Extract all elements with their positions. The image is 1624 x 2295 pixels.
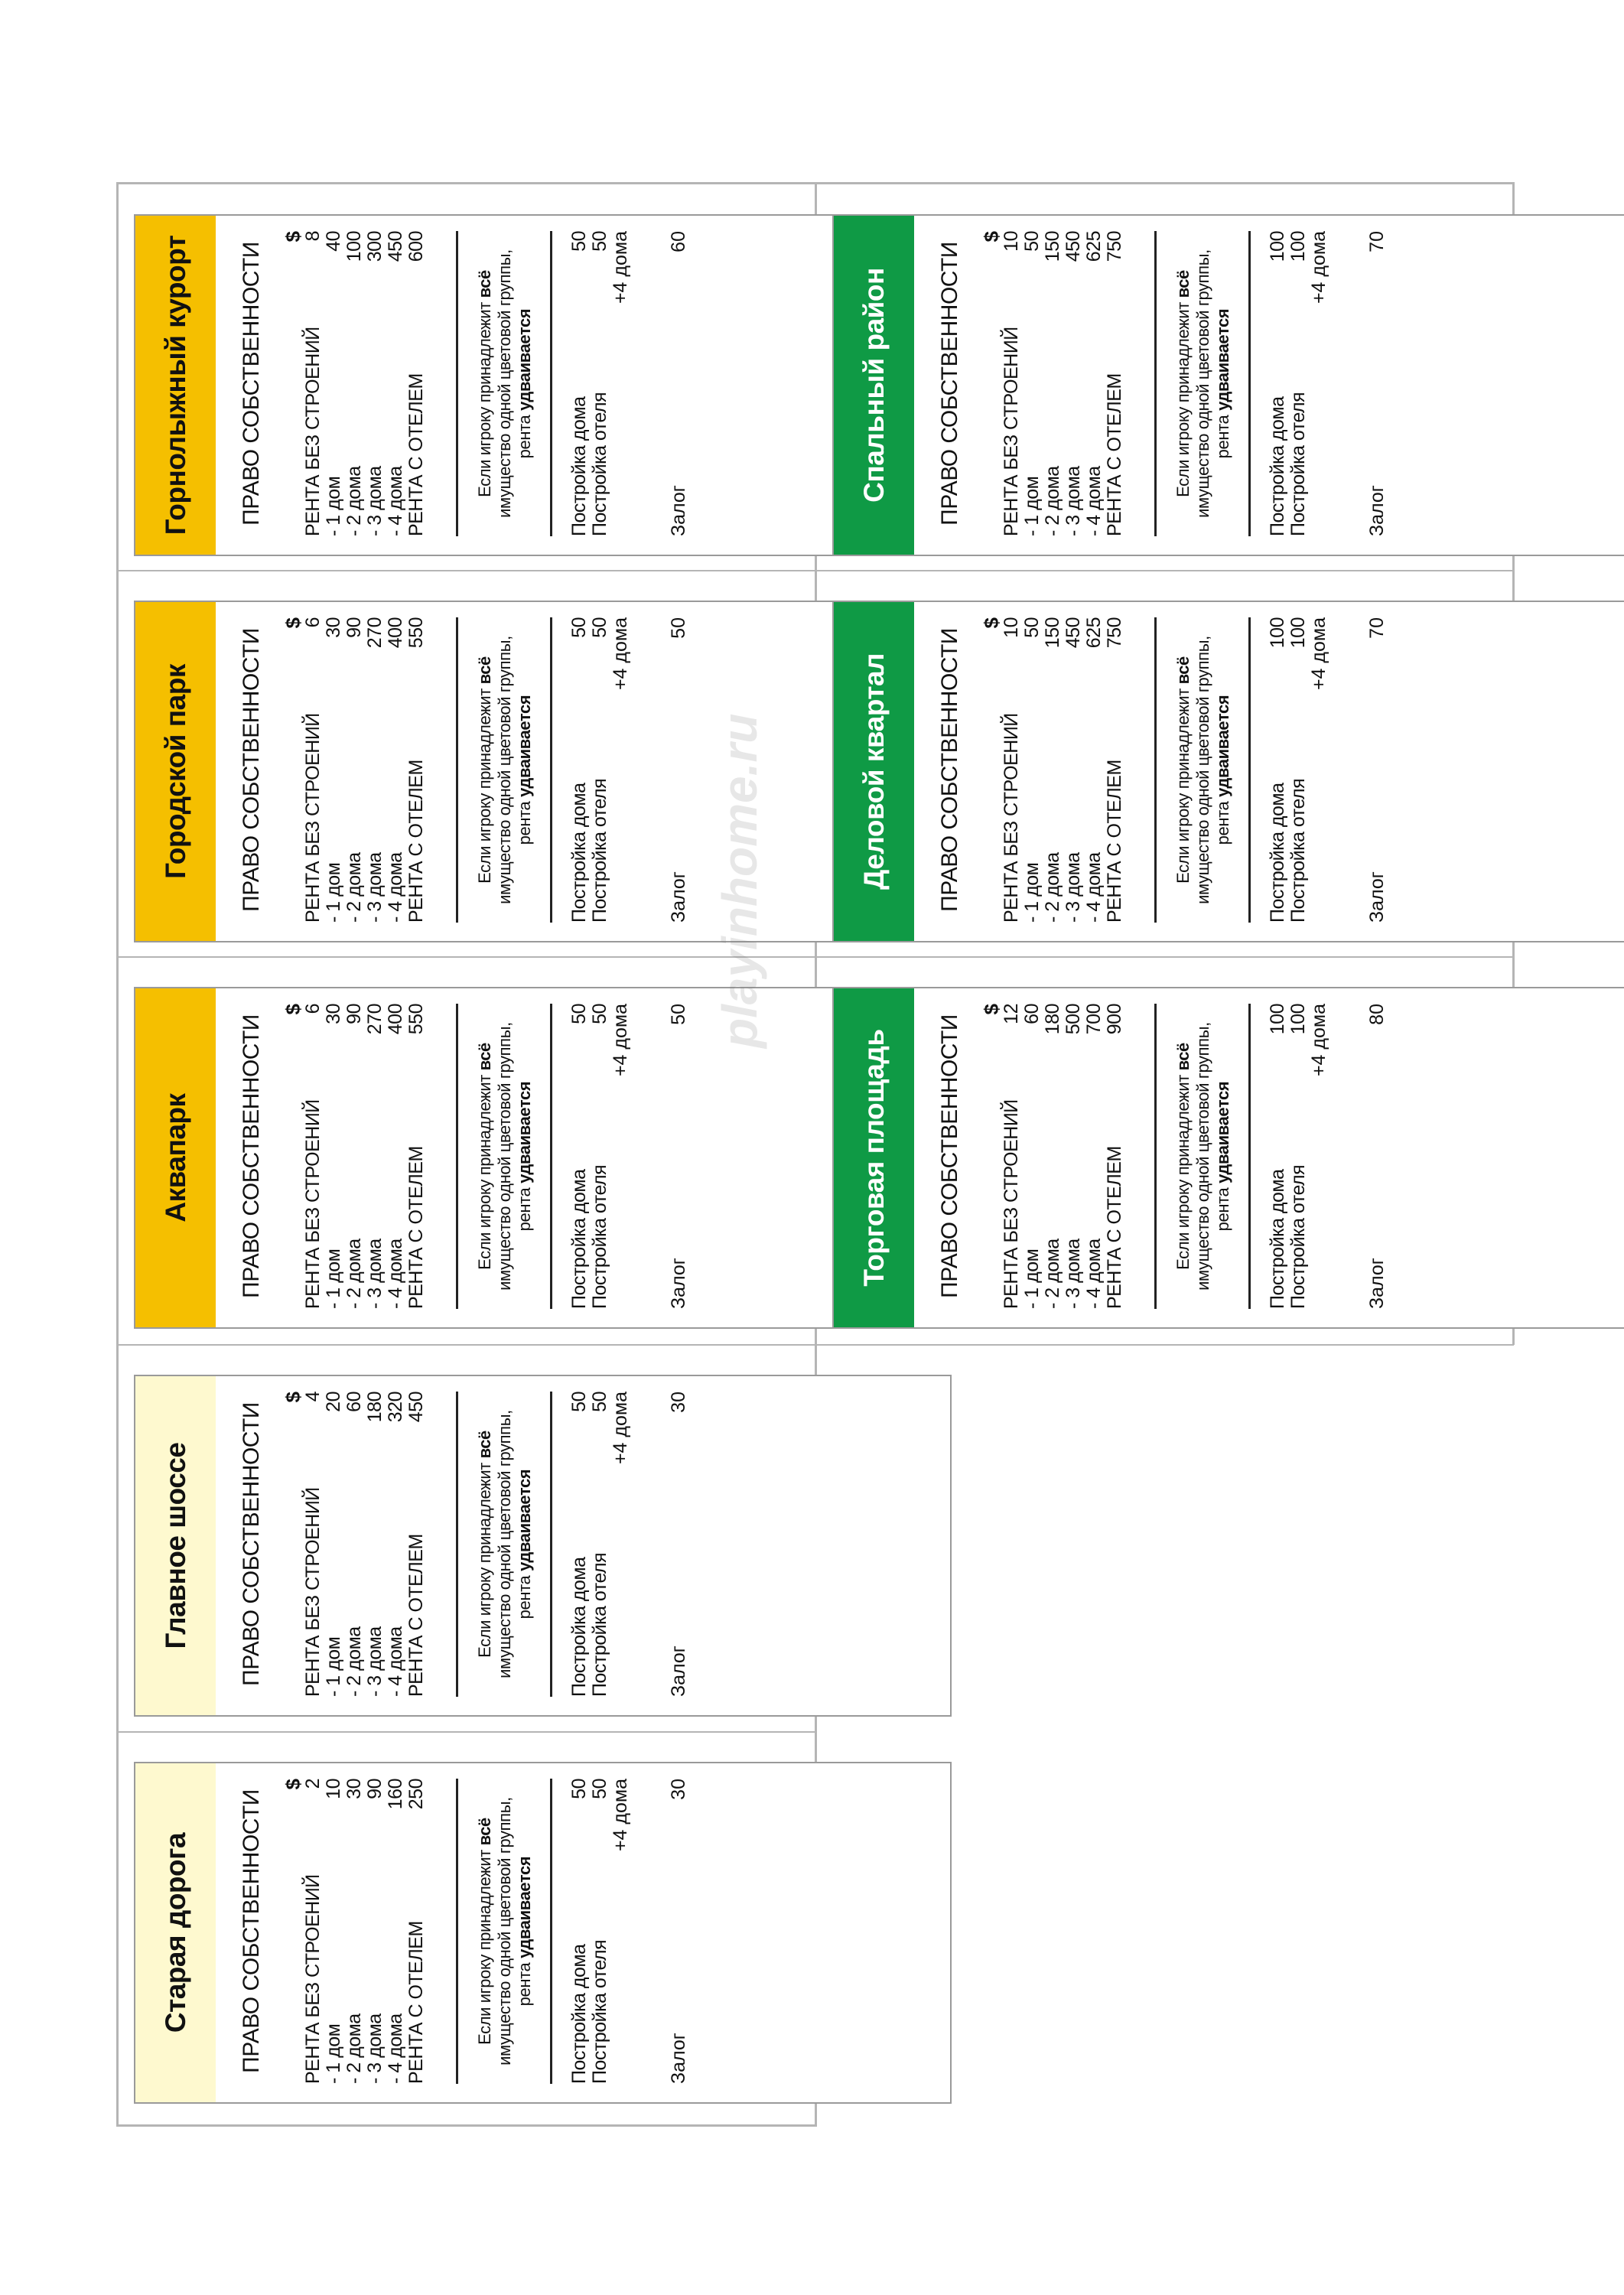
card-title: Городской парк	[159, 664, 191, 879]
build-house-row: Постройка дома 50	[568, 1779, 590, 2084]
rent-row: - 1 дом 30	[323, 617, 344, 923]
build-house-row: Постройка дома 100	[1267, 1004, 1288, 1309]
divider	[1154, 1004, 1157, 1309]
build-house-row: Постройка дома 50	[568, 1004, 590, 1309]
currency-symbol: $	[980, 617, 1003, 629]
rent-row: - 2 дома 150	[1042, 231, 1063, 536]
card-title: Спальный район	[858, 268, 890, 503]
deed-title: ПРАВО СОБСТВЕННОСТИ	[239, 1014, 264, 1298]
monopoly-note: Если игроку принадлежит всё имущество одной цветовой группы, рента удваивается	[475, 1022, 534, 1291]
rent-row: РЕНТА БЕЗ СТРОЕНИЙ 8	[302, 231, 324, 536]
cut-line	[116, 570, 1514, 571]
property-card	[832, 214, 1624, 556]
deed-title: ПРАВО СОБСТВЕННОСТИ	[239, 628, 264, 912]
divider	[456, 1779, 458, 2084]
rent-row: РЕНТА С ОТЕЛЕМ 900	[1104, 1004, 1125, 1309]
hotel-extra: +4 дома	[610, 1779, 631, 1852]
currency-symbol: $	[282, 1392, 304, 1403]
build-house-row: Постройка дома 50	[568, 231, 590, 536]
mortgage-row: Залог 80	[1366, 1004, 1388, 1309]
divider	[456, 1392, 458, 1697]
monopoly-note: Если игроку принадлежит всё имущество одной цветовой группы, рента удваивается	[1173, 636, 1232, 904]
deed-title: ПРАВО СОБСТВЕННОСТИ	[239, 1789, 264, 2073]
hotel-extra: +4 дома	[610, 1392, 631, 1465]
cut-line	[116, 2124, 817, 2127]
currency-symbol: $	[282, 617, 304, 629]
deed-title: ПРАВО СОБСТВЕННОСТИ	[937, 628, 962, 912]
cut-line	[116, 182, 119, 2125]
rent-row: - 3 дома 300	[364, 231, 386, 536]
rent-row: РЕНТА БЕЗ СТРОЕНИЙ 6	[302, 1004, 324, 1309]
rent-row: - 4 дома 160	[385, 1779, 406, 2084]
divider	[1154, 231, 1157, 536]
build-hotel-row: Постройка отеля 100	[1287, 1004, 1309, 1309]
build-hotel-row: Постройка отеля 50	[589, 1779, 610, 2084]
divider	[1154, 617, 1157, 923]
build-hotel-row: Постройка отеля 100	[1287, 231, 1309, 536]
card-title-band	[135, 602, 216, 941]
build-hotel-row: Постройка отеля 50	[589, 1392, 610, 1697]
rent-row: - 3 дома 450	[1063, 231, 1084, 536]
divider	[550, 1392, 552, 1697]
deed-title: ПРАВО СОБСТВЕННОСТИ	[937, 1014, 962, 1298]
build-hotel-row: Постройка отеля 50	[589, 1004, 610, 1309]
currency-symbol: $	[282, 231, 304, 243]
card-title: Старая дорога	[159, 1832, 191, 2033]
rent-row: РЕНТА С ОТЕЛЕМ 600	[405, 231, 427, 536]
build-house-row: Постройка дома 50	[568, 1392, 590, 1697]
rent-row: РЕНТА БЕЗ СТРОЕНИЙ 10	[1001, 617, 1022, 923]
monopoly-note: Если игроку принадлежит всё имущество одной цветовой группы, рента удваивается	[475, 249, 534, 518]
rent-row: РЕНТА БЕЗ СТРОЕНИЙ 10	[1001, 231, 1022, 536]
property-card	[134, 1762, 952, 2104]
divider	[550, 1779, 552, 2084]
build-hotel-row: Постройка отеля 100	[1287, 617, 1309, 923]
rent-row: РЕНТА БЕЗ СТРОЕНИЙ 4	[302, 1392, 324, 1697]
cut-line	[116, 1344, 1514, 1346]
build-hotel-row: Постройка отеля 50	[589, 617, 610, 923]
rent-row: - 3 дома 270	[364, 617, 386, 923]
divider	[1248, 1004, 1251, 1309]
rent-row: РЕНТА БЕЗ СТРОЕНИЙ 12	[1001, 1004, 1022, 1309]
rent-row: - 3 дома 270	[364, 1004, 386, 1309]
hotel-extra: +4 дома	[1308, 617, 1329, 691]
rent-row: РЕНТА БЕЗ СТРОЕНИЙ 6	[302, 617, 324, 923]
mortgage-row: Залог 50	[668, 617, 689, 923]
hotel-extra: +4 дома	[1308, 231, 1329, 304]
rent-row: - 4 дома 400	[385, 617, 406, 923]
mortgage-row: Залог 70	[1366, 231, 1388, 536]
property-card	[832, 987, 1624, 1329]
monopoly-note: Если игроку принадлежит всё имущество одной цветовой группы, рента удваивается	[475, 1410, 534, 1678]
rent-row: - 3 дома 450	[1063, 617, 1084, 923]
rent-row: - 4 дома 400	[385, 1004, 406, 1309]
divider	[1248, 231, 1251, 536]
rent-row: - 2 дома 100	[343, 231, 365, 536]
rent-row: РЕНТА БЕЗ СТРОЕНИЙ 2	[302, 1779, 324, 2084]
rent-row: РЕНТА С ОТЕЛЕМ 550	[405, 1004, 427, 1309]
rent-row: РЕНТА С ОТЕЛЕМ 750	[1104, 617, 1125, 923]
mortgage-row: Залог 70	[1366, 617, 1388, 923]
card-title-band	[834, 216, 914, 555]
rent-row: - 3 дома 180	[364, 1392, 386, 1697]
card-title: Главное шоссе	[159, 1442, 191, 1649]
divider	[1248, 617, 1251, 923]
mortgage-row: Залог 30	[668, 1779, 689, 2084]
watermark: playinhome.ru	[712, 713, 767, 1048]
rent-row: - 4 дома 625	[1083, 231, 1105, 536]
rent-row: - 4 дома 450	[385, 231, 406, 536]
monopoly-note: Если игроку принадлежит всё имущество одной цветовой группы, рента удваивается	[475, 636, 534, 904]
rent-row: - 2 дома 90	[343, 1004, 365, 1309]
rent-row: - 1 дом 50	[1021, 231, 1043, 536]
rent-row: - 1 дом 60	[1021, 1004, 1043, 1309]
cut-line	[116, 956, 1514, 958]
rent-row: - 1 дом 40	[323, 231, 344, 536]
build-hotel-row: Постройка отеля 50	[589, 231, 610, 536]
rent-row: - 2 дома 180	[1042, 1004, 1063, 1309]
mortgage-row: Залог 30	[668, 1392, 689, 1697]
card-title: Торговая площадь	[858, 1029, 890, 1287]
build-house-row: Постройка дома 100	[1267, 617, 1288, 923]
deed-title: ПРАВО СОБСТВЕННОСТИ	[937, 242, 962, 526]
rent-row: - 1 дом 30	[323, 1004, 344, 1309]
property-card	[134, 214, 952, 556]
hotel-extra: +4 дома	[610, 231, 631, 304]
rent-row: - 4 дома 320	[385, 1392, 406, 1697]
divider	[550, 617, 552, 923]
mortgage-row: Залог 50	[668, 1004, 689, 1309]
card-title: Горнолыжный курорт	[159, 235, 191, 536]
rent-row: - 1 дом 50	[1021, 617, 1043, 923]
card-title-band	[834, 602, 914, 941]
card-title-band	[135, 1763, 216, 2102]
currency-symbol: $	[980, 231, 1003, 243]
monopoly-note: Если игроку принадлежит всё имущество одной цветовой группы, рента удваивается	[1173, 249, 1232, 518]
rent-row: РЕНТА С ОТЕЛЕМ 450	[405, 1392, 427, 1697]
deed-title: ПРАВО СОБСТВЕННОСТИ	[239, 1402, 264, 1686]
currency-symbol: $	[282, 1004, 304, 1015]
cut-line	[116, 1731, 817, 1733]
divider	[550, 1004, 552, 1309]
card-title-band	[135, 988, 216, 1327]
hotel-extra: +4 дома	[610, 617, 631, 691]
rent-row: - 2 дома 90	[343, 617, 365, 923]
monopoly-note: Если игроку принадлежит всё имущество одной цветовой группы, рента удваивается	[475, 1797, 534, 2066]
rent-row: РЕНТА С ОТЕЛЕМ 750	[1104, 231, 1125, 536]
rent-row: - 1 дом 20	[323, 1392, 344, 1697]
rent-row: - 1 дом 10	[323, 1779, 344, 2084]
property-card	[134, 601, 952, 942]
build-house-row: Постройка дома 50	[568, 617, 590, 923]
card-title: Аквапарк	[159, 1093, 191, 1222]
rent-row: - 4 дома 700	[1083, 1004, 1105, 1309]
hotel-extra: +4 дома	[1308, 1004, 1329, 1077]
build-house-row: Постройка дома 100	[1267, 231, 1288, 536]
rent-row: РЕНТА С ОТЕЛЕМ 250	[405, 1779, 427, 2084]
rent-row: - 2 дома 150	[1042, 617, 1063, 923]
deed-title: ПРАВО СОБСТВЕННОСТИ	[239, 242, 264, 526]
currency-symbol: $	[980, 1004, 1003, 1015]
divider	[456, 231, 458, 536]
rent-row: - 2 дома 60	[343, 1392, 365, 1697]
rent-row: - 4 дома 625	[1083, 617, 1105, 923]
property-card	[134, 1375, 952, 1717]
rent-row: - 2 дома 30	[343, 1779, 365, 2084]
card-title: Деловой квартал	[858, 653, 890, 890]
card-title-band	[135, 1376, 216, 1715]
monopoly-note: Если игроку принадлежит всё имущество одной цветовой группы, рента удваивается	[1173, 1022, 1232, 1291]
rent-row: - 3 дома 500	[1063, 1004, 1084, 1309]
property-card	[134, 987, 952, 1329]
rent-row: - 3 дома 90	[364, 1779, 386, 2084]
divider	[456, 617, 458, 923]
card-title-band	[135, 216, 216, 555]
currency-symbol: $	[282, 1779, 304, 1790]
hotel-extra: +4 дома	[610, 1004, 631, 1077]
divider	[550, 231, 552, 536]
card-title-band	[834, 988, 914, 1327]
mortgage-row: Залог 60	[668, 231, 689, 536]
property-card	[832, 601, 1624, 942]
divider	[456, 1004, 458, 1309]
rent-row: РЕНТА С ОТЕЛЕМ 550	[405, 617, 427, 923]
